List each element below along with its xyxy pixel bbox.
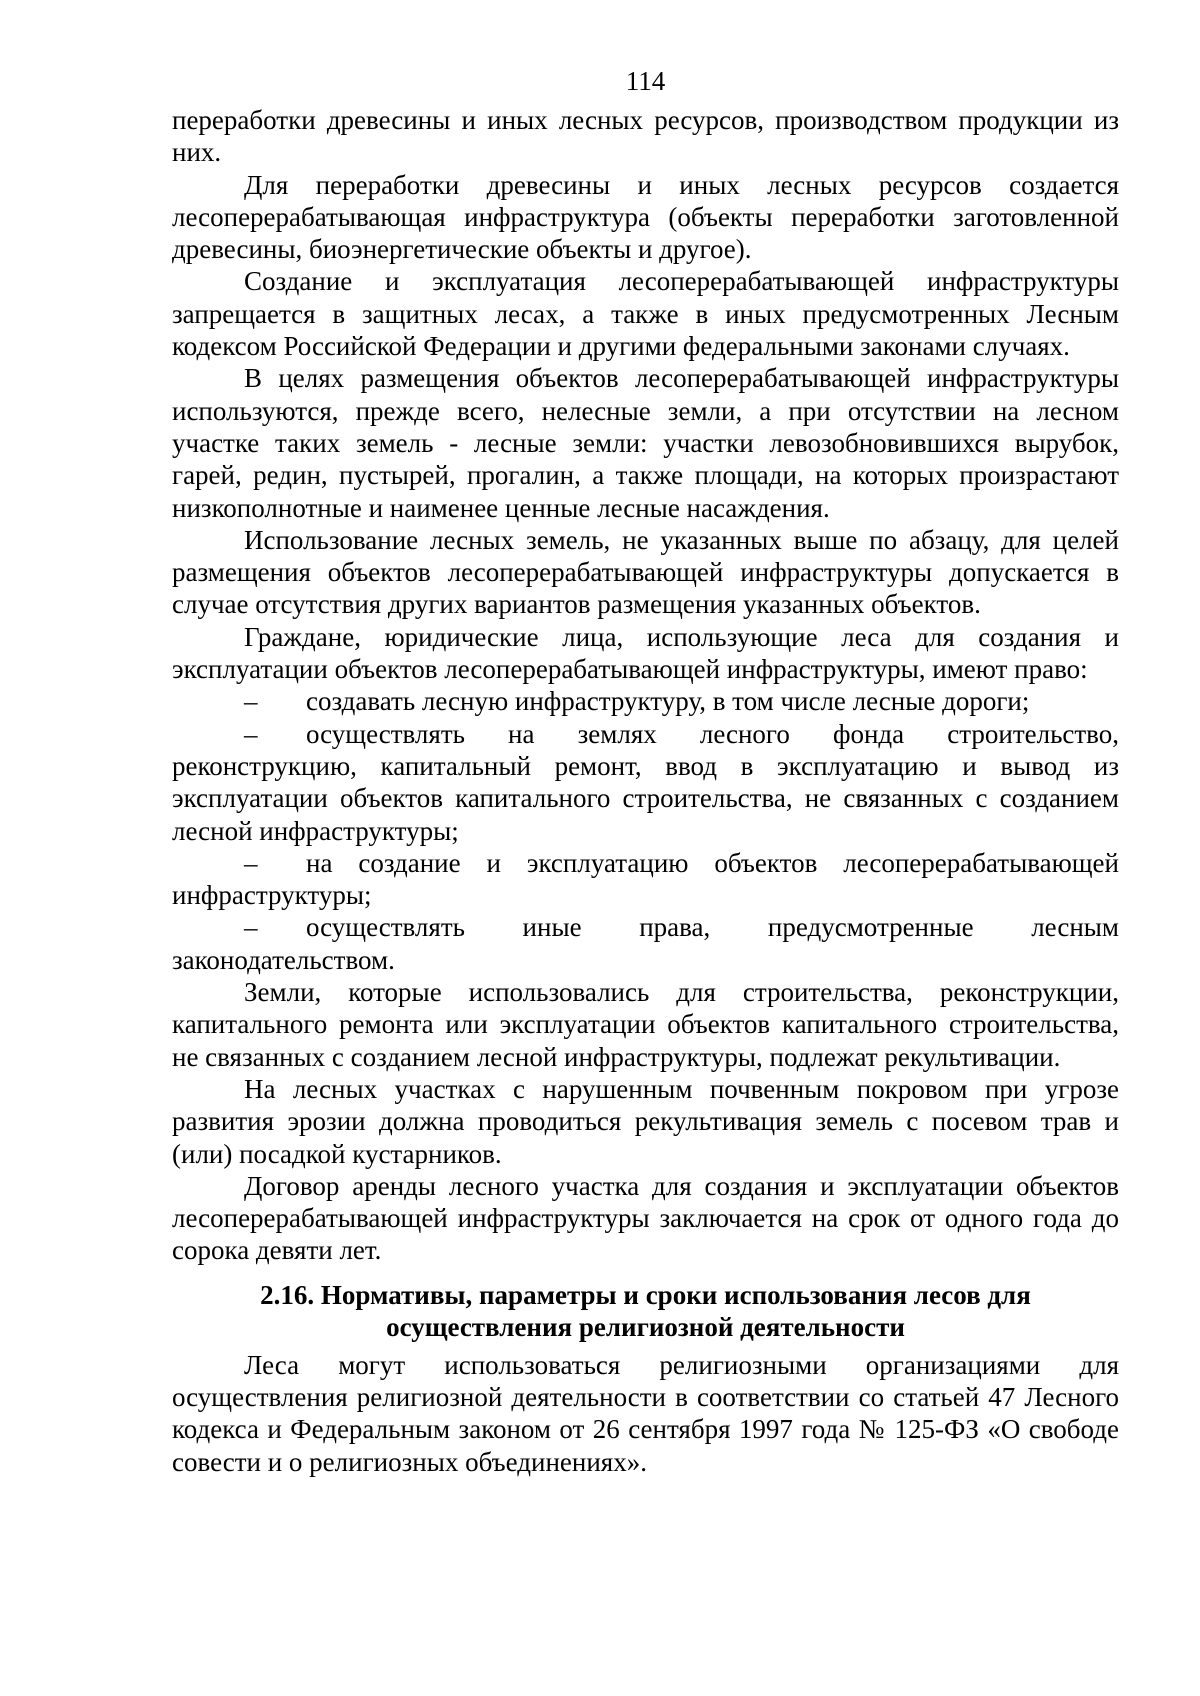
list-item-text: осуществлять иные права, предусмотренные лесным законодательством. (172, 912, 1119, 975)
paragraph: Использование лесных земель, не указанных выше по абзацу, для целей размещения объектов лесоперерабатывающей инфраструктуры допускается в случае отсутствия других вариантов размещения указанных объектов. (172, 524, 1119, 620)
paragraph-continuation: переработки древесины и иных лесных ресурсов, производством продукции из них. (172, 105, 1119, 168)
paragraph: На лесных участках с нарушенным почвенным покровом при угрозе развития эрозии должна проводиться рекультивация земель с посевом трав и (или) посадкой кустарников. (172, 1073, 1119, 1169)
list-item (172, 718, 1119, 847)
list-dash: – (244, 686, 258, 717)
paragraph: Леса могут использоваться религиозными организациями для осуществления религиозной деятельности в соответствии со статьей 47 Лесного кодекса и Федеральным законом от 26 сентября 1997 года № 125-ФЗ «О свободе совести и о религиозных объединениях». (172, 1349, 1119, 1477)
page-number: 114 (625, 66, 666, 96)
paragraph: Граждане, юридические лица, использующие леса для создания и эксплуатации объектов лесоперерабатывающей инфраструктуры, имеют право: (172, 621, 1119, 685)
section-heading-line-2: осуществления религиозной деятельности (386, 1311, 905, 1342)
list-item (172, 911, 1119, 976)
paragraph: В целях размещения объектов лесоперерабатывающей инфраструктуры используются, прежде всего, нелесные земли, а при отсутствии на лесном участке таких земель - лесные земли: участки левозобновившихся вырубок, гарей, редин, пустырей, прогалин, а также площади, на которых произрастают низкополнотные и наименее ценные лесные насаждения. (172, 363, 1119, 523)
list-item (172, 847, 1119, 912)
paragraph: Договор аренды лесного участка для создания и эксплуатации объектов лесоперерабатывающей инфраструктуры заключается на срок от одного года до сорока девяти лет. (172, 1170, 1119, 1266)
paragraph: Для переработки древесины и иных лесных ресурсов создается лесоперерабатывающая инфраструктура (объекты переработки заготовленной древесины, биоэнергетические объекты и другое). (172, 169, 1119, 265)
list-dash: – (244, 718, 258, 749)
list-dash: – (244, 912, 258, 943)
section-heading-line-1: 2.16. Нормативы, параметры и сроки использования лесов для (260, 1279, 1031, 1310)
list-item-text: на создание и эксплуатацию объектов лесоперерабатывающей инфраструктуры; (172, 847, 1119, 911)
list-item (172, 685, 1119, 717)
document-page (172, 66, 1119, 1478)
section-heading (172, 1279, 1119, 1343)
list-item-text: осуществлять на землях лесного фонда строительство, реконструкцию, капитальный ремонт, ввод в эксплуатацию и вывод из эксплуатации объектов капитального строительства, не связанных с созданием лесной инфраструктуры; (172, 718, 1119, 846)
list-dash: – (244, 847, 258, 878)
paragraph: Создание и эксплуатация лесоперерабатывающей инфраструктуры запрещается в защитных лесах, а также в иных предусмотренных Лесным кодексом Российской Федерации и другими федеральными законами случаях. (172, 266, 1119, 362)
list-item-text: создавать лесную инфраструктуру, в том числе лесные дороги; (306, 686, 1030, 717)
paragraph: Земли, которые использовались для строительства, реконструкции, капитального ремонта или эксплуатации объектов капитального строительства, не связанных с созданием лесной инфраструктуры, подлежат рекультивации. (172, 977, 1119, 1072)
